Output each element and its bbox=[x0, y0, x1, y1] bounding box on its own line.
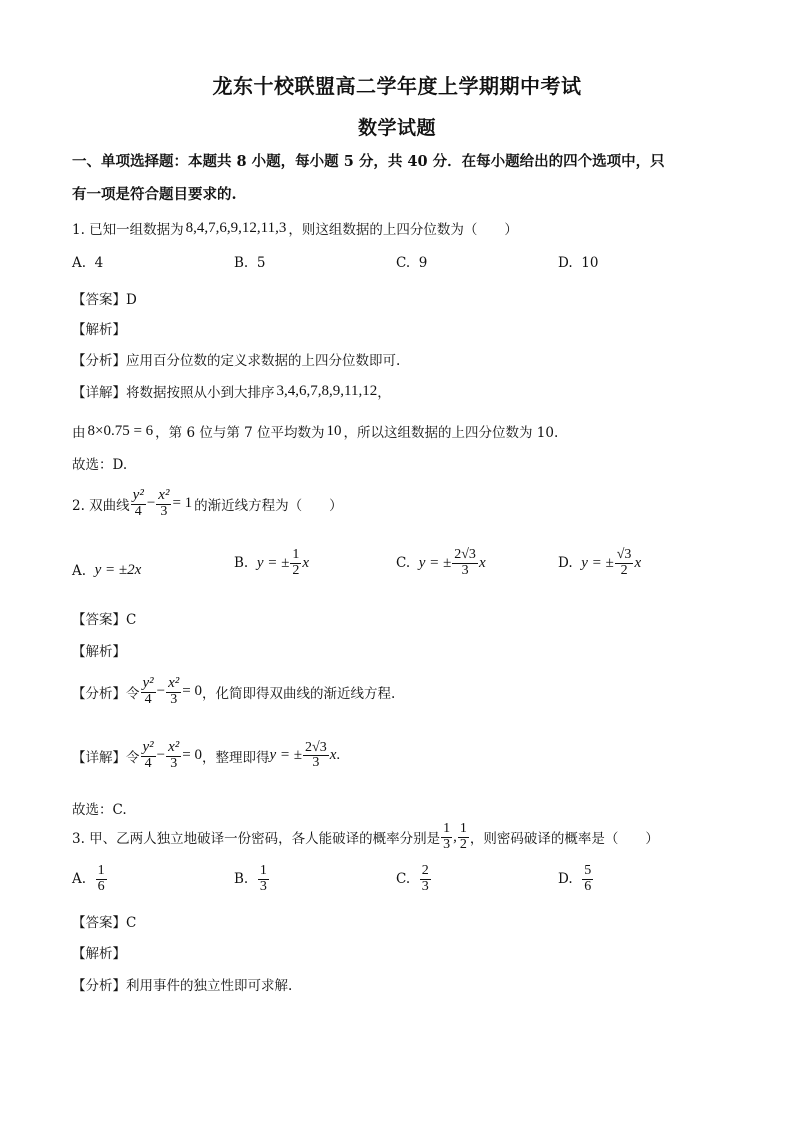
section-heading-line1: 一、单项选择题：本题共 8 小题，每小题 5 分，共 40 分．在每小题给出的四个选项中，只 bbox=[72, 153, 665, 170]
q1-answer: 【答案】D bbox=[72, 292, 137, 308]
q2-option-d: D. y = ± $\frac{√3}{2}$ x bbox=[558, 547, 642, 578]
q2-conclusion: 故选：C. bbox=[72, 802, 127, 818]
section-heading-line2: 有一项是符合题目要求的. bbox=[72, 186, 237, 203]
q1-detail-1: 【详解】 将数据按照从小到大排序 3,4,6,7,8,9,11,12 ， bbox=[72, 382, 391, 401]
q3-analysis-tag: 【解析】 bbox=[72, 946, 126, 962]
q2-answer: 【答案】C bbox=[72, 612, 137, 628]
q1-option-b: B. 5 bbox=[234, 255, 266, 271]
q1-option-c: C. 9 bbox=[396, 255, 428, 271]
q3-option-c: C. $\frac{2}{3}$ bbox=[396, 863, 429, 894]
q1-conclusion: 故选：D. bbox=[72, 457, 128, 473]
question-1-prefix: 1. 已知一组数据为 bbox=[72, 222, 184, 238]
q3-answer: 【答案】C bbox=[72, 915, 137, 931]
q2-analysis-tag: 【解析】 bbox=[72, 644, 126, 660]
q3-option-d: D. $\frac{5}{6}$ bbox=[558, 863, 592, 894]
q2-eq-frac-2: $\frac{\text{x²}}{3}$ bbox=[158, 487, 170, 519]
q1-option-a: A. 4 bbox=[72, 255, 104, 271]
q2-option-c: C. y = ± $\frac{2√3}{3}$ x bbox=[396, 547, 486, 578]
q1-analysis-tag: 【解析】 bbox=[72, 322, 126, 338]
q1-option-d: D. 10 bbox=[558, 255, 599, 271]
q3-option-a: A. $\frac{1}{6}$ bbox=[72, 863, 105, 894]
question-3: 3. 甲、乙两人独立地破译一份密码，各人能破译的概率分别是 $\frac{1}{3}$ , $\frac{1}{2}$ ，则密码破译的概率是（ ） bbox=[72, 821, 659, 852]
q2-option-a: A. y = ±2x bbox=[72, 562, 142, 579]
q3-fenxi: 【分析】利用事件的独立性即可求解. bbox=[72, 978, 293, 994]
question-1-suffix: ，则这组数据的上四分位数为（ ） bbox=[288, 222, 518, 238]
question-1-data: 8,4,7,6,9,12,11,3 bbox=[185, 219, 287, 236]
q2-fenxi: 【分析】 令 $\frac{\text{y²}}{4}$ − $\frac{\text{x²}}{3}$ = 0 ，化简即得双曲线的渐近线方程. bbox=[72, 675, 396, 707]
q3-option-b: B. $\frac{1}{3}$ bbox=[234, 863, 267, 894]
q2-eq-frac-1: $\frac{\text{y²}}{4}$ bbox=[132, 487, 144, 519]
page-subtitle: 数学试题 bbox=[357, 117, 436, 139]
page-title: 龙东十校联盟高二学年度上学期期中考试 bbox=[212, 74, 582, 98]
q2-detail: 【详解】 令 $\frac{\text{y²}}{4}$ − $\frac{\text{x²}}{3}$ = 0 ，整理即得 y = ± $\frac{2√3}{3}$ x . bbox=[72, 739, 341, 771]
q1-fenxi: 【分析】应用百分位数的定义求数据的上四分位数即可. bbox=[72, 353, 401, 369]
question-2: 2. 双曲线 $\frac{\text{y²}}{4}$ − $\frac{\text{x²}}{3}$ = 1 的渐近线方程为（ ） bbox=[72, 487, 343, 519]
q2-option-b: B. y = ± $\frac{1}{2}$ x bbox=[234, 547, 309, 578]
question-1 bbox=[72, 218, 518, 238]
q1-detail-2: 由 8×0.75 = 6 ，第 6 位与第 7 位平均数为 10 ，所以这组数据的上四分位数为 10. bbox=[72, 422, 559, 441]
